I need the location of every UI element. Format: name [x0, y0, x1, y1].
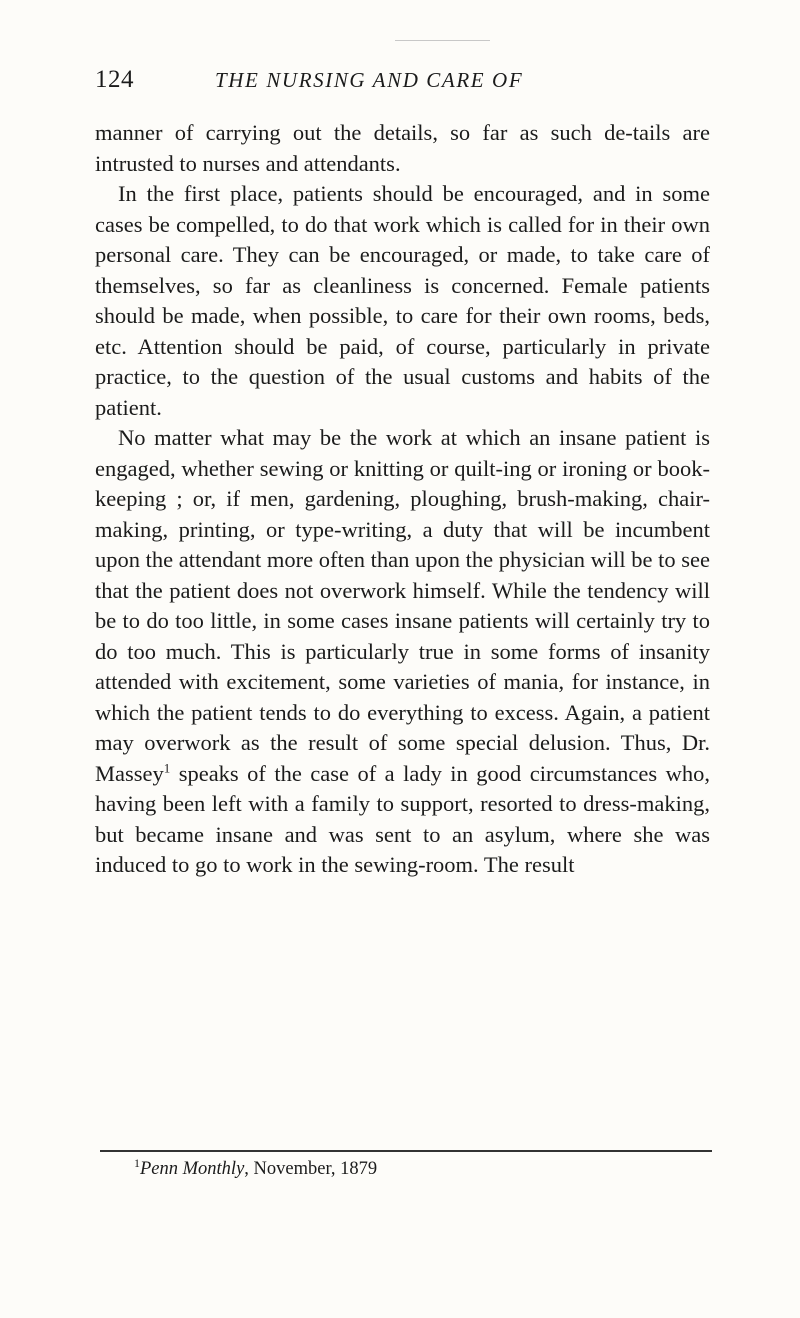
footnote-title: Penn Monthly [140, 1159, 245, 1179]
paragraph-2: In the first place, patients should be encouraged, and in some cases be compelled, to do that work which is called for in their own personal care. They can be encouraged, or made, to take care of themselves, so far as cleanliness is concerned. Female patients should be made, when possible, to care for their own rooms, beds, etc. Attention should be paid, of course, particularly in private practice, to the question of the usual customs and habits of the patient. [95, 181, 710, 420]
paragraph-3-text-b: speaks of the case of a lady in good circumstances who, having been left with a family to support, resorted to dress-making, but became insane and was sent to an asylum, where she was induced to go to work in the sewing-room. The result [95, 760, 710, 877]
footnote-number: 1 [134, 1155, 140, 1170]
page-number: 124 [95, 66, 134, 93]
page-header [95, 66, 695, 100]
body-text [95, 118, 710, 881]
footnote-reference: 1 [163, 760, 171, 775]
running-title: THE NURSING AND CARE OF [215, 68, 524, 92]
paragraph-3-text-a: No matter what may be the work at which an insane patient is engaged, whether sewing or knitting or quilt-ing or ironing or book-keeping ; or, if men, gardening, ploughing, brush-making, chair-making, printing, or type-writing, a duty that will be incumbent upon the attendant more often than upon the physician will be to see that the patient does not overwork himself. While the tendency will be to do too little, in some cases insane patients will certainly try to do too much. This is particularly true in some forms of insanity attended with excitement, some varieties of mania, for instance, in which the patient tends to do everything to excess. Again, a patient may overwork as the result of some special delusion. Thus, Dr. Massey [95, 425, 710, 786]
top-edge-mark [395, 40, 490, 41]
footnote-divider [100, 1150, 712, 1152]
paragraph-1: manner of carrying out the details, so far as such de-tails are intrusted to nurses and attendants. [95, 120, 710, 176]
paragraph-3 [95, 423, 710, 881]
footnote [134, 1155, 378, 1180]
footnote-rest: , November, 1879 [244, 1159, 378, 1179]
